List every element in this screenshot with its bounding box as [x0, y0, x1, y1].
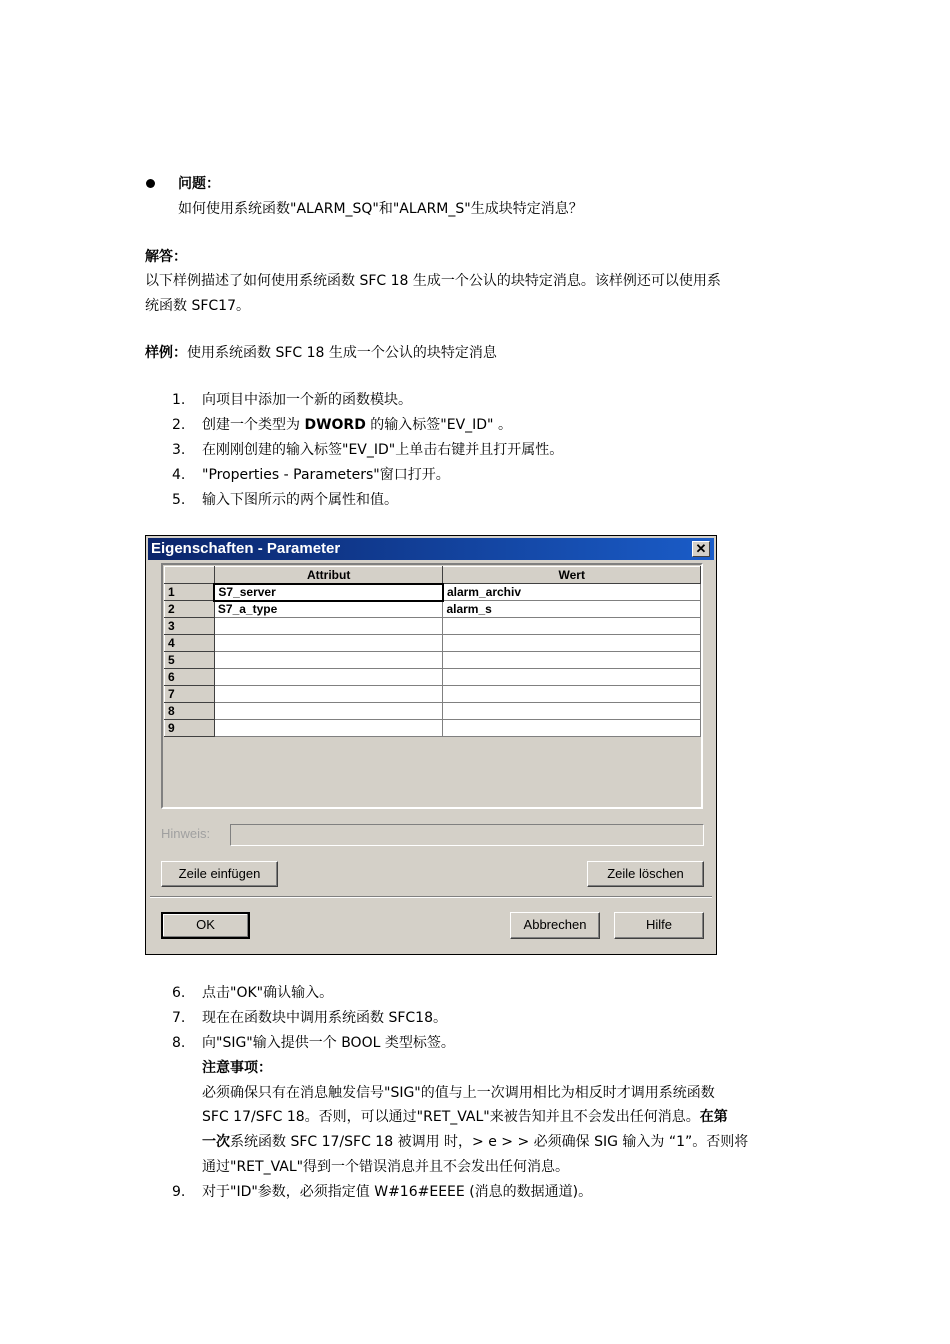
column-header-attribut[interactable]: Attribut	[214, 567, 443, 584]
note-line-3-bold: 一次	[202, 1134, 230, 1150]
value-cell[interactable]	[443, 618, 701, 635]
answer-label: 解答：	[145, 249, 187, 265]
note-line-2	[202, 1107, 728, 1127]
table-header-row	[165, 567, 701, 584]
row-number[interactable]: 4	[165, 635, 215, 652]
delete-row-button[interactable]: Zeile löschen	[587, 861, 704, 887]
ok-button[interactable]: OK	[161, 912, 250, 939]
step-text: 向项目中添加一个新的函数模块。	[202, 392, 412, 408]
step-number: 3.	[172, 442, 186, 458]
value-cell[interactable]	[443, 720, 701, 737]
row-number[interactable]: 7	[165, 686, 215, 703]
row-number[interactable]: 5	[165, 652, 215, 669]
answer-line-2: 统函数 SFC17。	[145, 298, 250, 314]
value-cell[interactable]	[443, 669, 701, 686]
example-heading	[145, 343, 497, 363]
attribute-cell[interactable]	[214, 669, 443, 686]
value-cell[interactable]	[443, 686, 701, 703]
step-number: 5.	[172, 492, 186, 508]
properties-dialog	[145, 535, 717, 955]
note-line-1: 必须确保只有在消息触发信号"SIG"的值与上一次调用相比为相反时才调用系统函数	[202, 1085, 715, 1101]
row-number[interactable]: 8	[165, 703, 215, 720]
note-line-3	[202, 1132, 748, 1152]
value-cell[interactable]	[443, 635, 701, 652]
close-icon[interactable]: ✕	[692, 541, 710, 557]
dialog-title: Eigenschaften - Parameter	[151, 540, 341, 557]
step-number: 9.	[172, 1184, 186, 1200]
attribute-cell[interactable]	[214, 703, 443, 720]
row-number[interactable]: 3	[165, 618, 215, 635]
table-row	[165, 635, 701, 652]
step-text-post: 的输入标签"EV_ID" 。	[365, 417, 512, 433]
table-row	[165, 652, 701, 669]
step-number: 8.	[172, 1035, 186, 1051]
note-line-2-text: SFC 17/SFC 18。否则，可以通过"RET_VAL"来被告知并且不会发出任何消息。	[202, 1109, 700, 1125]
value-cell[interactable]	[443, 703, 701, 720]
note-label: 注意事项：	[202, 1060, 272, 1076]
step-text: 在刚刚创建的输入标签"EV_ID"上单击右键并且打开属性。	[202, 442, 564, 458]
table-row	[165, 618, 701, 635]
note-line-4: 通过"RET_VAL"得到一个错误消息并且不会发出任何消息。	[202, 1159, 570, 1175]
hinweis-field	[230, 824, 704, 846]
question-text: 如何使用系统函数"ALARM_SQ"和"ALARM_S"生成块特定消息？	[178, 201, 583, 217]
value-cell[interactable]: alarm_s	[443, 601, 701, 618]
attribute-cell[interactable]: S7_a_type	[214, 601, 443, 618]
dialog-titlebar	[148, 538, 714, 560]
note-line-2-bold: 在第	[699, 1109, 728, 1125]
step-number: 6.	[172, 985, 186, 1001]
step-text: 点击"OK"确认输入。	[202, 985, 334, 1001]
dialog-separator	[150, 896, 712, 898]
example-label: 样例：	[145, 345, 187, 361]
attribute-cell[interactable]: S7_server	[214, 584, 443, 601]
parameter-grid	[161, 563, 703, 809]
step-number: 7.	[172, 1010, 186, 1026]
example-text: 使用系统函数 SFC 18 生成一个公认的块特定消息	[187, 345, 497, 361]
answer-line-1: 以下样例描述了如何使用系统函数 SFC 18 生成一个公认的块特定消息。该样例还可以使用系	[145, 273, 721, 289]
row-number[interactable]: 2	[165, 601, 215, 618]
row-number[interactable]: 9	[165, 720, 215, 737]
attribute-cell[interactable]	[214, 618, 443, 635]
cancel-button[interactable]: Abbrechen	[510, 912, 600, 939]
step-text-pre: 创建一个类型为	[202, 417, 305, 433]
insert-row-button[interactable]: Zeile einfügen	[161, 861, 278, 887]
step-text-bold: DWORD	[304, 417, 366, 433]
attribute-cell[interactable]	[214, 720, 443, 737]
step-text: 输入下图所示的两个属性和值。	[202, 492, 398, 508]
row-number[interactable]: 1	[165, 584, 215, 601]
attribute-cell[interactable]	[214, 652, 443, 669]
table-row	[165, 669, 701, 686]
question-label: 问题：	[178, 176, 220, 192]
step-text: 现在在函数块中调用系统函数 SFC18。	[202, 1010, 447, 1026]
parameter-table	[164, 566, 701, 737]
help-button[interactable]: Hilfe	[614, 912, 704, 939]
attribute-cell[interactable]	[214, 686, 443, 703]
step-number: 1.	[172, 392, 186, 408]
value-cell[interactable]	[443, 652, 701, 669]
step-number: 4.	[172, 467, 186, 483]
row-number[interactable]: 6	[165, 669, 215, 686]
table-row	[165, 703, 701, 720]
note-line-3-text: 系统函数 SFC 17/SFC 18 被调用 时，> e > > 必须确保 SIG 输入为 “1”。否则将	[230, 1134, 749, 1150]
bullet-dot	[146, 179, 155, 188]
row-number-header	[165, 567, 215, 584]
attribute-cell[interactable]	[214, 635, 443, 652]
step-text	[202, 415, 512, 435]
table-row	[165, 584, 701, 601]
table-row	[165, 601, 701, 618]
table-row	[165, 686, 701, 703]
step-number: 2.	[172, 417, 186, 433]
table-row	[165, 720, 701, 737]
hinweis-label: Hinweis:	[161, 826, 211, 841]
column-header-wert[interactable]: Wert	[443, 567, 701, 584]
step-text: 对于"ID"参数，必须指定值 W#16#EEEE (消息的数据通道)。	[202, 1184, 593, 1200]
value-cell[interactable]: alarm_archiv	[443, 584, 701, 601]
step-text: "Properties - Parameters"窗口打开。	[202, 467, 450, 483]
step-text: 向"SIG"输入提供一个 BOOL 类型标签。	[202, 1035, 455, 1051]
